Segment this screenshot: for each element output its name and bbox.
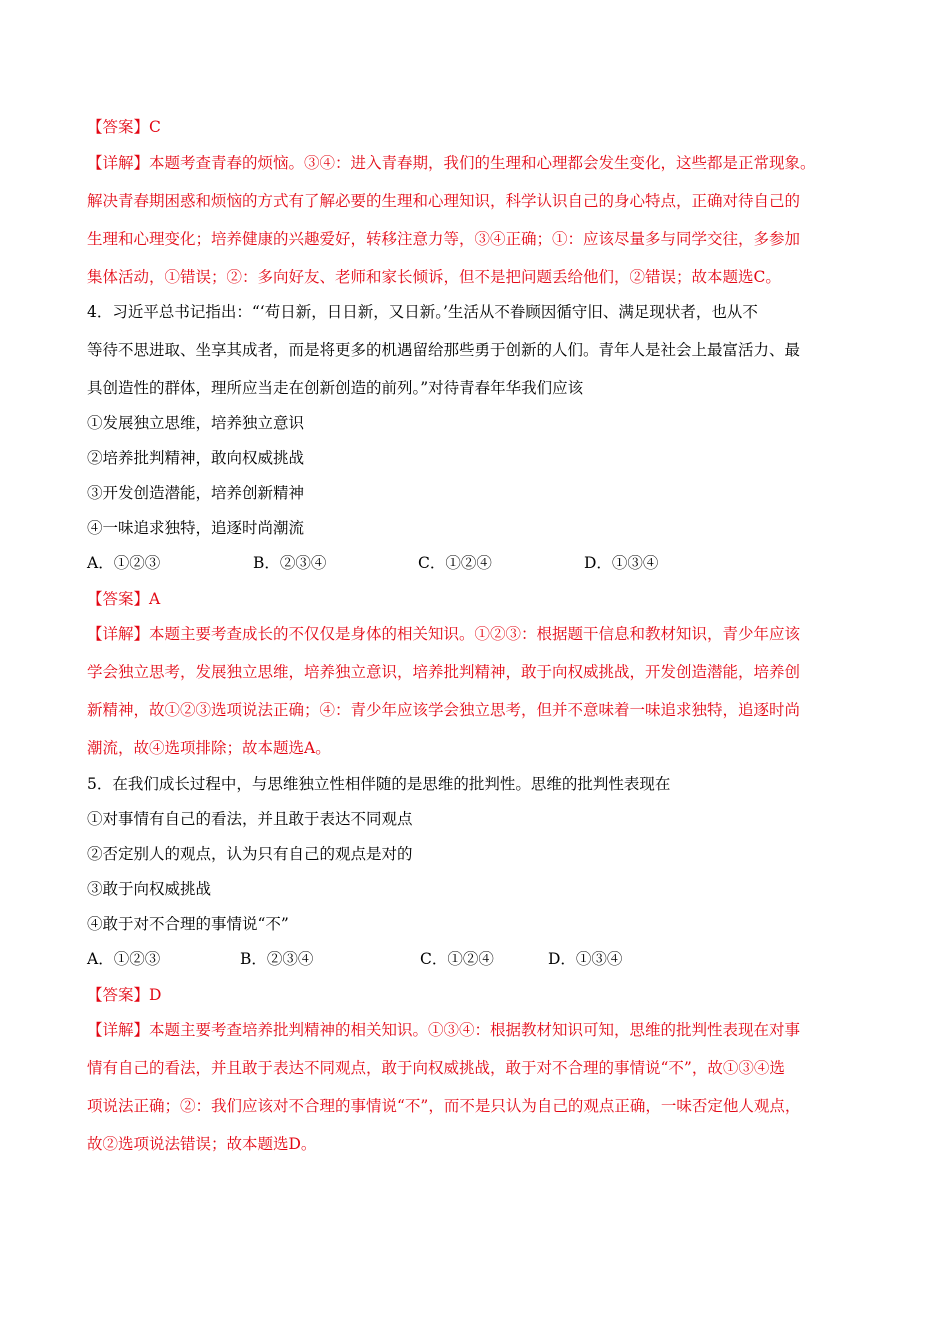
q4-option-d: D．①③④ bbox=[584, 554, 659, 572]
q4-answer: 【答案】A bbox=[87, 590, 161, 608]
q4-stem-line: 具创造性的群体，理所应当走在创新创造的前列。”对待青春年华我们应该 bbox=[87, 379, 584, 397]
q4-item: ③开发创造潜能，培养创新精神 bbox=[87, 484, 305, 502]
q5-detail-line: 项说法正确；②：我们应该对不合理的事情说“不”，而不是只认为自己的观点正确，一味否定他人观点， bbox=[87, 1097, 801, 1115]
q4-stem-line: 4．习近平总书记指出：“‘苟日新，日日新，又日新。’生活从不眷顾因循守旧、满足现状者，也从不 bbox=[87, 303, 758, 321]
q5-option-d: D．①③④ bbox=[548, 950, 623, 968]
q4-option-a: A．①②③ bbox=[87, 554, 161, 572]
q3-detail-line: 生理和心理变化；培养健康的兴趣爱好，转移注意力等，③④正确；①：应该尽量多与同学交往，多参加 bbox=[87, 230, 801, 248]
q5-item: ④敢于对不合理的事情说“不” bbox=[87, 915, 289, 933]
q4-option-b: B．②③④ bbox=[253, 554, 327, 572]
q4-item: ①发展独立思维，培养独立意识 bbox=[87, 414, 305, 432]
q4-detail-line: 新精神，故①②③选项说法正确；④：青少年应该学会独立思考，但并不意味着一味追求独特，追逐时尚 bbox=[87, 701, 801, 719]
q5-item: ①对事情有自己的看法，并且敢于表达不同观点 bbox=[87, 810, 413, 828]
q5-item: ②否定别人的观点，认为只有自己的观点是对的 bbox=[87, 845, 413, 863]
q4-detail-line: 【详解】本题主要考查成长的不仅仅是身体的相关知识。①②③：根据题干信息和教材知识，青少年应该 bbox=[87, 625, 801, 643]
q4-item: ②培养批判精神，敢向权威挑战 bbox=[87, 449, 305, 467]
q5-detail-line: 情有自己的看法，并且敢于表达不同观点，敢于向权威挑战，敢于对不合理的事情说“不”，故①③④选 bbox=[87, 1059, 785, 1077]
q5-option-b: B．②③④ bbox=[240, 950, 314, 968]
q4-stem-line: 等待不思进取、坐享其成者，而是将更多的机遇留给那些勇于创新的人们。青年人是社会上最富活力、最 bbox=[87, 341, 801, 359]
q5-answer: 【答案】D bbox=[87, 986, 162, 1004]
q3-detail-line: 集体活动，①错误；②：多向好友、老师和家长倾诉，但不是把问题丢给他们，②错误；故本题选C。 bbox=[87, 268, 781, 286]
q5-stem-line: 5．在我们成长过程中，与思维独立性相伴随的是思维的批判性。思维的批判性表现在 bbox=[87, 775, 671, 793]
q5-item: ③敢于向权威挑战 bbox=[87, 880, 212, 898]
q4-item: ④一味追求独特，追逐时尚潮流 bbox=[87, 519, 305, 537]
q5-detail-line: 故②选项说法错误；故本题选D。 bbox=[87, 1135, 317, 1153]
q3-answer: 【答案】C bbox=[87, 118, 161, 136]
q3-detail-line: 【详解】本题考查青春的烦恼。③④：进入青春期，我们的生理和心理都会发生变化，这些都是正常现象。 bbox=[87, 154, 816, 172]
q4-detail-line: 潮流，故④选项排除；故本题选A。 bbox=[87, 739, 331, 757]
q5-option-a: A．①②③ bbox=[87, 950, 161, 968]
q4-detail-line: 学会独立思考，发展独立思维，培养独立意识，培养批判精神，敢于向权威挑战，开发创造潜能，培养创 bbox=[87, 663, 801, 681]
q4-option-c: C．①②④ bbox=[418, 554, 492, 572]
q5-option-c: C．①②④ bbox=[420, 950, 494, 968]
q3-detail-line: 解决青春期困惑和烦恼的方式有了解必要的生理和心理知识，科学认识自己的身心特点，正确对待自己的 bbox=[87, 192, 801, 210]
q5-detail-line: 【详解】本题主要考查培养批判精神的相关知识。①③④：根据教材知识可知，思维的批判性表现在对事 bbox=[87, 1021, 801, 1039]
